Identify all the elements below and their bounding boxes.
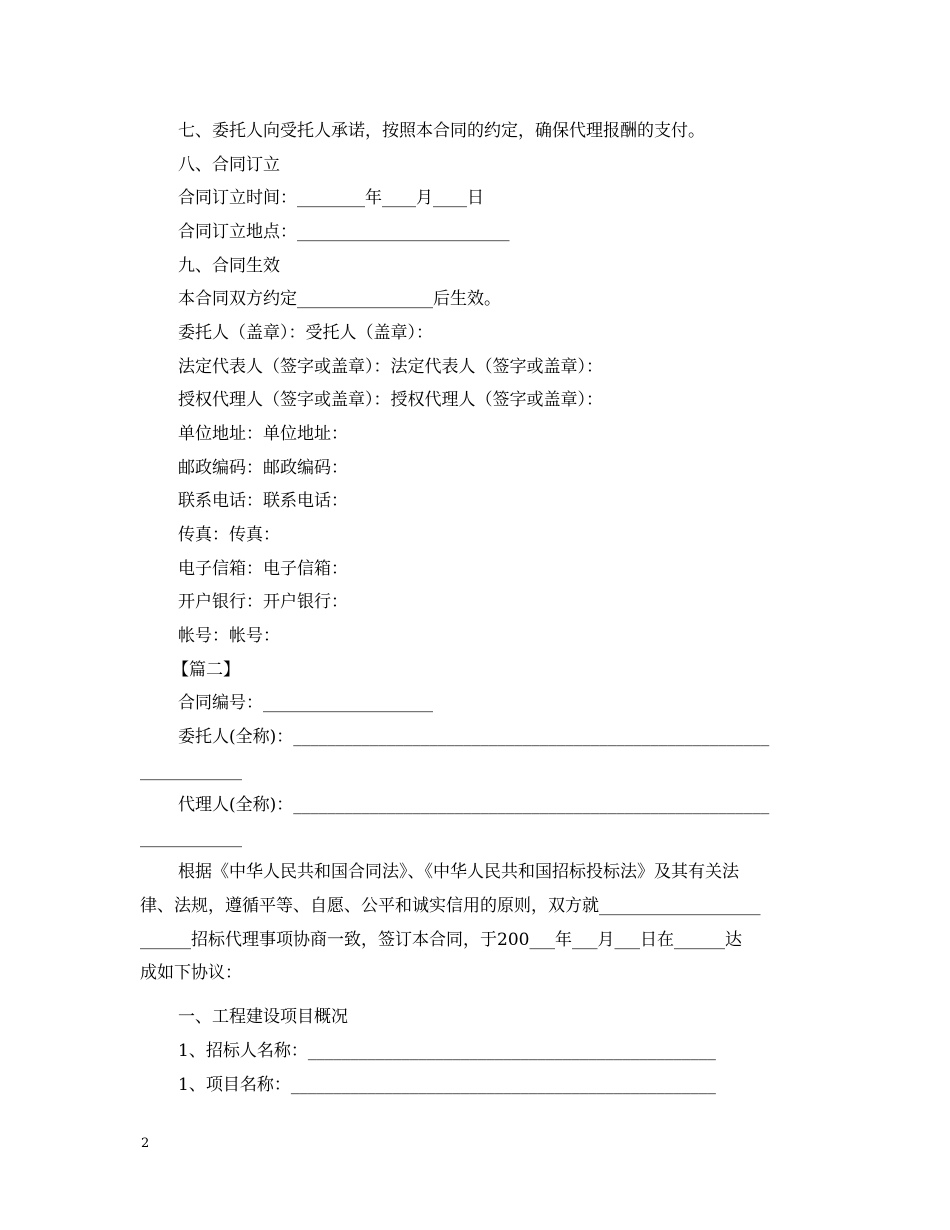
field-email: 电子信箱：电子信箱：	[178, 559, 348, 579]
section-heading-eight: 八、合同订立	[178, 155, 280, 175]
contract-place-line: 合同订立地点：_________________________	[178, 222, 510, 242]
part-two-heading: 【篇二】	[172, 660, 240, 680]
preamble-line-1: 根据《中华人民共和国合同法》、《中华人民共和国招标投标法》及其有关法	[178, 862, 739, 882]
signature-authorized-agent: 授权代理人（签字或盖章）：授权代理人（签字或盖章）：	[178, 390, 603, 410]
field-address: 单位地址：单位地址：	[178, 424, 348, 444]
field-fax: 传真：传真：	[178, 525, 280, 545]
preamble-line-3: ______招标代理事项协商一致，签订本合同，于200___年___月___日在______达	[140, 930, 742, 950]
contract-date-line: 合同订立时间：________年____月____日	[178, 188, 484, 208]
preamble-line-2: 律、法规，遵循平等、自愿、公平和诚实信用的原则，双方就___________________	[140, 896, 761, 916]
signature-seals: 委托人（盖章）：受托人（盖章）：	[178, 323, 433, 343]
field-bank: 开户银行：开户银行：	[178, 592, 348, 612]
clause-seven: 七、委托人向受托人承诺，按照本合同的约定，确保代理报酬的支付。	[178, 121, 705, 141]
agent-name-line: 代理人(全称)：________________________________________________________	[178, 795, 770, 815]
field-postcode: 邮政编码：邮政编码：	[178, 458, 348, 478]
page-number: 2	[141, 1136, 150, 1151]
section-heading-project-overview: 一、工程建设项目概况	[178, 1007, 348, 1027]
preamble-line-4: 成如下协议：	[140, 963, 242, 983]
contract-number-line: 合同编号：____________________	[178, 693, 433, 713]
principal-name-line: 委托人(全称)：________________________________________________________	[178, 727, 770, 747]
agent-name-continuation: ____________	[140, 828, 242, 848]
field-account: 帐号：帐号：	[178, 626, 280, 646]
field-phone: 联系电话：联系电话：	[178, 491, 348, 511]
tenderer-name-line: 1、招标人名称：________________________________________________	[178, 1041, 716, 1061]
effect-clause: 本合同双方约定________________后生效。	[178, 289, 501, 309]
principal-name-continuation: ____________	[140, 761, 242, 781]
section-heading-nine: 九、合同生效	[178, 256, 280, 276]
signature-legal-rep: 法定代表人（签字或盖章）：法定代表人（签字或盖章）：	[178, 357, 603, 377]
project-name-line: 1、项目名称：__________________________________________________	[178, 1075, 716, 1095]
